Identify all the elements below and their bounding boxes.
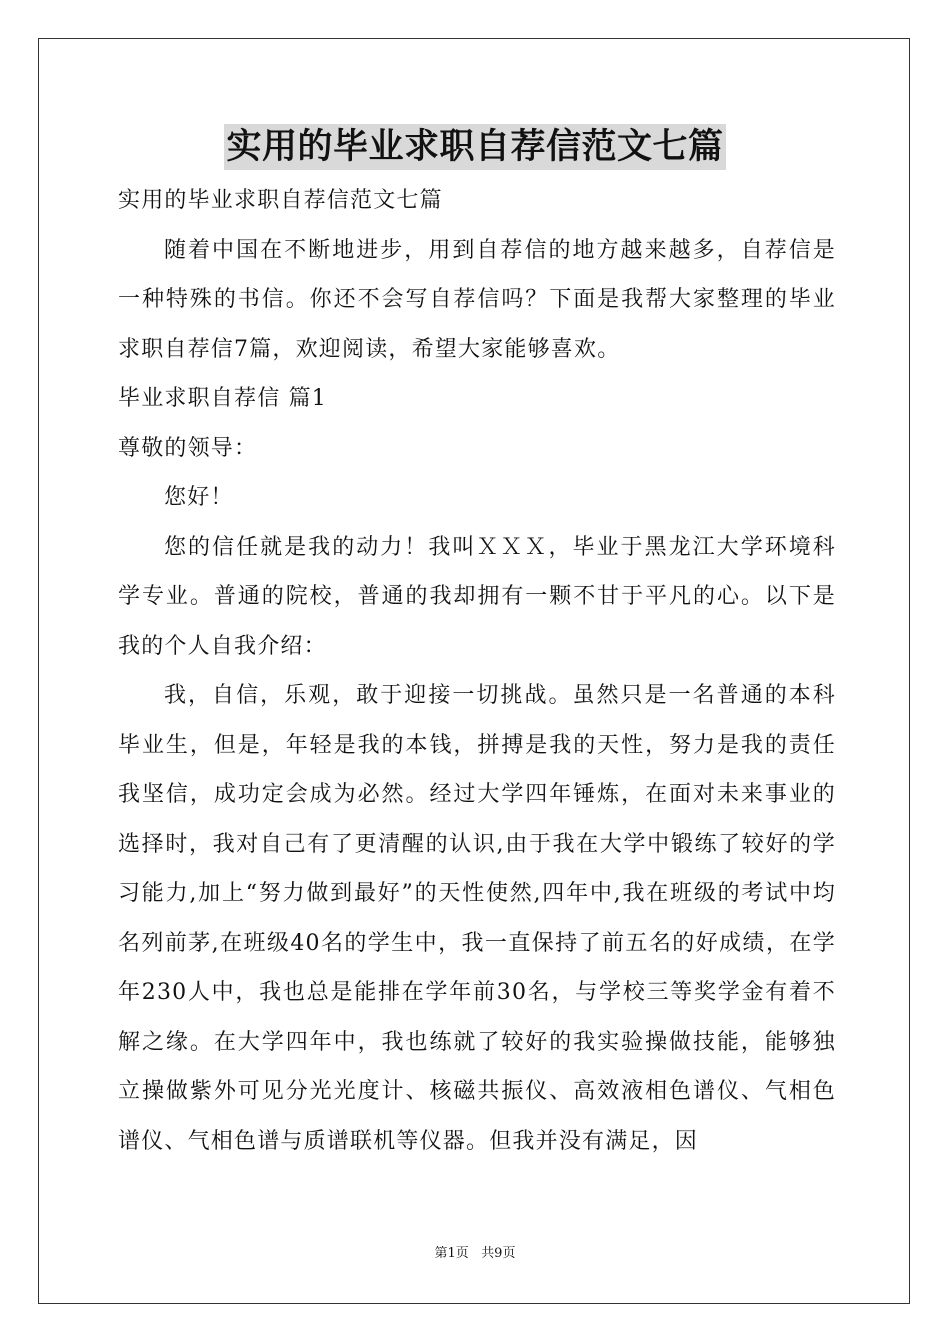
document-body [118,176,836,1166]
paragraph-subtitle: 实用的毕业求职自荐信范文七篇 [118,188,443,213]
paragraph-intro: 随着中国在不断地进步，用到自荐信的地方越来越多，自荐信是一种特殊的书信。你还不会写自荐信吗？下面是我帮大家整理的毕业求职自荐信7篇，欢迎阅读，希望大家能够喜欢。 [118,237,836,362]
paragraph-greeting: 您好！ [164,485,234,510]
title-container [0,124,950,170]
paragraph-introduction: 您的信任就是我的动力！我叫ＸＸＸ，毕业于黑龙江大学环境科学专业。普通的院校，普通的我却拥有一颗不甘于平凡的心。以下是我的个人自我介绍： [118,534,836,659]
document-title: 实用的毕业求职自荐信范文七篇 [224,124,725,170]
paragraph-self-description: 我，自信，乐观，敢于迎接一切挑战。虽然只是一名普通的本科毕业生，但是，年轻是我的本钱，拼搏是我的天性，努力是我的责任我坚信，成功定会成为必然。经过大学四年锤炼，在面对未来事业的选择时，我对自己有了更清醒的认识,由于我在大学中锻练了较好的学习能力,加上“努力做到最好”的天性使然,四年中,我在班级的考试中均名列前茅,在班级40名的学生中，我一直保持了前五名的好成绩，在学年230人中，我也总是能排在学年前30名，与学校三等奖学金有着不解之缘。在大学四年中，我也练就了较好的我实验操做技能，能够独立操做紫外可见分光光度计、核磁共振仪、高效液相色谱仪、气相色谱仪、气相色谱与质谱联机等仪器。但我并没有满足，因 [118,683,836,1154]
paragraph-salutation: 尊敬的领导： [118,435,258,461]
paragraph-section-heading: 毕业求职自荐信 篇1 [118,386,327,411]
page-footer: 第1页 共9页 [434,1246,516,1261]
